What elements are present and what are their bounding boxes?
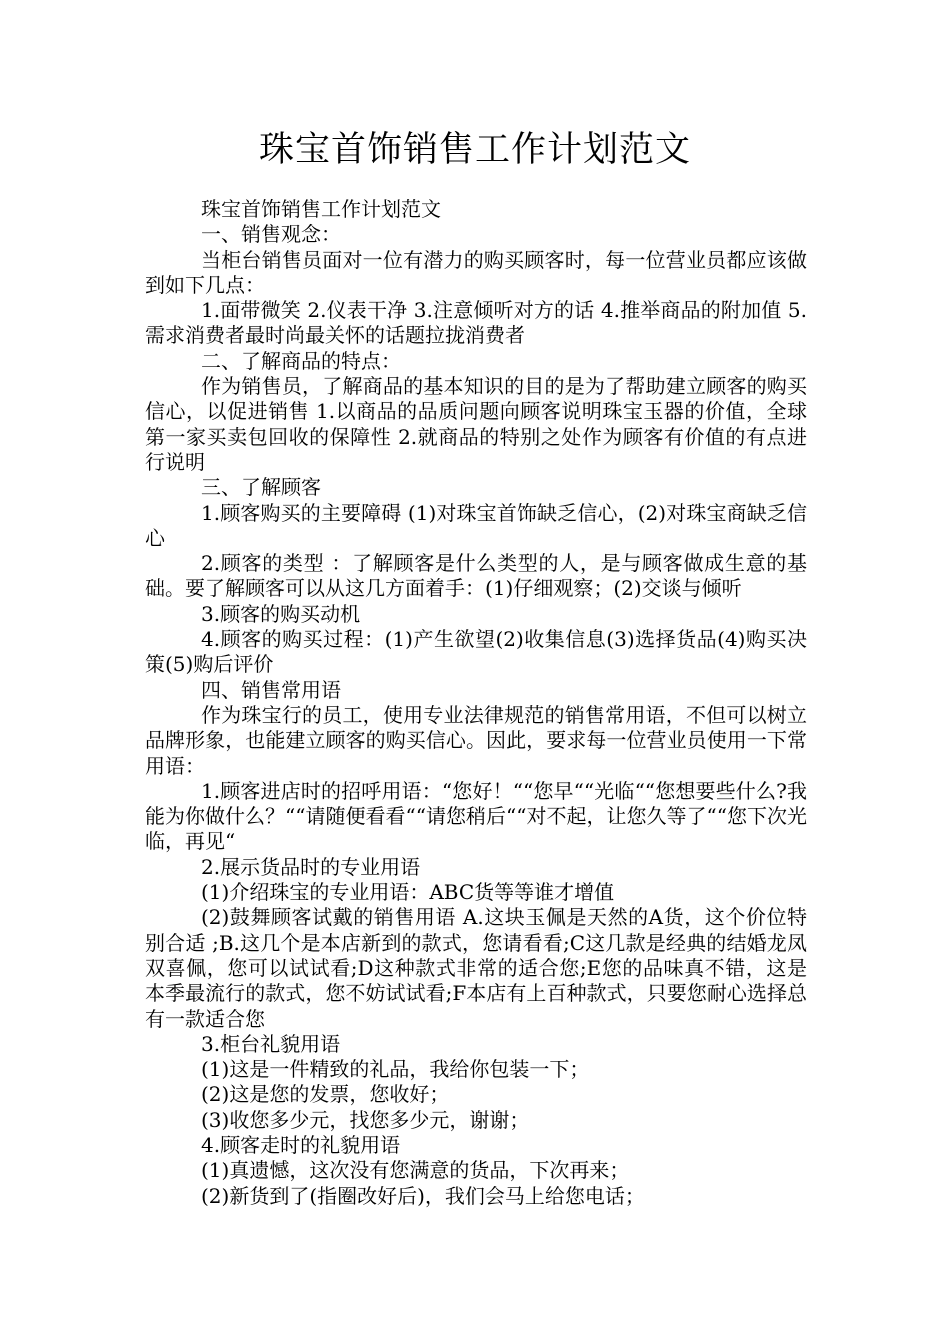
paragraph: 1.顾客购买的主要障碍 (1)对珠宝首饰缺乏信心，(2)对珠宝商缺乏信心 — [145, 500, 807, 550]
paragraph: (1)这是一件精致的礼品，我给你包装一下； — [201, 1057, 590, 1082]
paragraph: 作为珠宝行的员工，使用专业法律规范的销售常用语，不但可以树立品牌形象，也能建立顾客的购买信心。因此，要求每一位营业员使用一下常用语： — [145, 702, 807, 778]
document-body — [145, 197, 807, 1209]
document-title: 珠宝首饰销售工作计划范文 — [258, 130, 691, 170]
paragraph: 1.顾客进店时的招呼用语：“您好！““您早““光临““您想要些什么?我能为你做什么？““请随便看看““请您稍后““对不起，让您久等了““您下次光临，再见“ — [145, 778, 807, 854]
section-heading: 一、销售观念： — [201, 222, 341, 247]
paragraph: (2)鼓舞顾客试戴的销售用语 A.这块玉佩是天然的A货，这个价位特别合适 ;B.这几个是本店新到的款式，您请看看;C这几款是经典的结婚龙凤双喜佩，您可以试试看;D这种款式非常的适合您;E您的品味真不错，这是本季最流行的款式，您不妨试试看;F本店有上百种款式，只要您耐心选择总有一款适合您 — [145, 905, 807, 1031]
section-heading: 四、销售常用语 — [201, 677, 341, 702]
paragraph: 3.柜台礼貌用语 — [201, 1031, 341, 1056]
paragraph: (1)真遗憾，这次没有您满意的货品，下次再来； — [201, 1158, 630, 1183]
paragraph: 1.面带微笑 2.仪表干净 3.注意倾听对方的话 4.推举商品的附加值 5.需求消费者最时尚最关怀的话题拉拢消费者 — [145, 298, 807, 348]
paragraph: 珠宝首饰销售工作计划范文 — [201, 197, 441, 221]
paragraph: 当柜台销售员面对一位有潜力的购买顾客时，每一位营业员都应该做到如下几点： — [145, 247, 807, 297]
paragraph: 作为销售员，了解商品的基本知识的目的是为了帮助建立顾客的购买信心，以促进销售 1.以商品的品质问题向顾客说明珠宝玉器的价值，全球第一家买卖包回收的保障性 2.就商品的特别之处作为顾客有价值的有点进行说明 — [145, 374, 807, 474]
section-heading: 二、了解商品的特点： — [201, 348, 401, 373]
paragraph: 4.顾客的购买过程：(1)产生欲望(2)收集信息(3)选择货品(4)购买决策(5)购后评价 — [145, 627, 807, 677]
paragraph: (3)收您多少元，找您多少元，谢谢； — [201, 1107, 530, 1132]
paragraph: (2)新货到了(指圈改好后)，我们会马上给您电话； — [201, 1183, 645, 1208]
paragraph: 3.顾客的购买动机 — [201, 601, 361, 626]
paragraph: 2.顾客的类型 ：了解顾客是什么类型的人，是与顾客做成生意的基础。要了解顾客可以从这几方面着手：(1)仔细观察；(2)交谈与倾听 — [145, 551, 807, 601]
paragraph: 2.展示货品时的专业用语 — [201, 854, 421, 879]
paragraph: (1)介绍珠宝的专业用语：ABC货等等谁才增值 — [201, 880, 615, 905]
section-heading: 三、了解顾客 — [201, 475, 321, 500]
paragraph: (2)这是您的发票，您收好； — [201, 1082, 450, 1107]
paragraph: 4.顾客走时的礼貌用语 — [201, 1132, 401, 1157]
